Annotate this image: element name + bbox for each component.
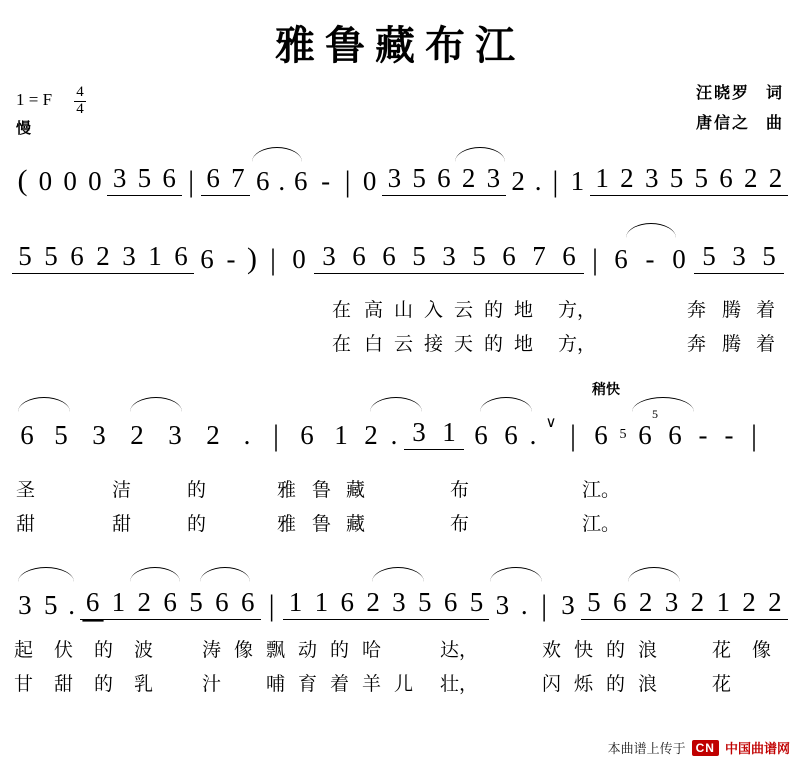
system-2-lyrics-line-2 [12, 329, 788, 355]
note-token: 5 [464, 241, 494, 274]
credit-composer [696, 109, 782, 139]
lyric-syllable: 闪 [542, 674, 562, 695]
key-signature-label: 1 = F [16, 90, 53, 110]
note-token: 2 [763, 163, 788, 196]
augmentation-dot: . [390, 420, 398, 450]
note-token: 3 [116, 241, 142, 274]
augmentation-dot: . [243, 420, 251, 450]
lyric-syllable: 的 [94, 640, 114, 661]
score-metadata [0, 79, 800, 151]
note-token: 2 [131, 587, 157, 620]
lyric-syllable: 欢 [542, 640, 562, 661]
lyric-syllable: 高 [364, 300, 384, 321]
note-token: 6 [64, 241, 90, 274]
lyric-syllable: 浪 [638, 674, 658, 695]
lyric-syllable: 入 [424, 300, 444, 321]
note-token: 6 [504, 420, 518, 450]
barline: | [269, 243, 276, 276]
augmentation-dot: . [529, 420, 537, 450]
note-token: 6 [300, 420, 314, 450]
lyric-syllable: 山 [394, 300, 414, 321]
note-token: 6 [474, 420, 488, 450]
lyric-syllable: 布 [450, 514, 470, 535]
lyric-syllable: 着 [756, 334, 776, 355]
note-token: 2 [684, 587, 710, 620]
note-token: 6 [255, 166, 270, 196]
lyric-syllable: 花 [712, 640, 732, 661]
system-4-lyrics-line-1 [12, 635, 788, 661]
slur-mark [370, 397, 422, 412]
lyric-syllable: 云 [394, 334, 414, 355]
system-4-lyrics-line-2 [12, 669, 788, 695]
barline: | [591, 243, 598, 276]
system-4-token-row [12, 587, 788, 620]
lyric-syllable: 烁 [574, 674, 594, 695]
slur-mark [130, 567, 180, 582]
note-token: 1 [590, 163, 615, 196]
note-token: 3 [386, 587, 412, 620]
lyric-syllable: 着 [330, 674, 350, 695]
lyricist-role: 词 [765, 85, 782, 102]
lyric-syllable: 波 [134, 640, 154, 661]
note-token: 0 [88, 166, 102, 196]
note-token: 2 [360, 587, 386, 620]
system-1-notes [12, 151, 788, 203]
time-signature [74, 85, 86, 118]
barline: | [268, 589, 275, 622]
composer-role: 曲 [765, 114, 782, 132]
slur-mark [130, 397, 182, 412]
footer-text: 本曲谱上传于 [607, 741, 686, 756]
lyric-syllable: 方， [558, 300, 597, 321]
slur-mark [632, 397, 694, 412]
system-4-notes [12, 567, 788, 622]
lyric-syllable: 江。 [582, 480, 621, 501]
augmentation-dot: . [520, 590, 528, 620]
note-token: 5 [38, 241, 64, 274]
note-token: 3 [495, 590, 510, 620]
note-token: 3 [18, 590, 32, 620]
note-token: 6 [494, 241, 524, 274]
barline: | [552, 165, 559, 198]
lyric-syllable: 哺 [266, 674, 286, 695]
note-token: 3 [434, 241, 464, 274]
lyric-syllable: 起 [14, 640, 34, 661]
note-token: 3 [314, 241, 344, 274]
note-token: 6 [714, 163, 739, 196]
page-title: 雅鲁藏布江 [275, 24, 525, 68]
lyric-syllable: 的 [606, 674, 626, 695]
lyric-syllable: 着 [756, 300, 776, 321]
note-token: 6 [201, 163, 226, 196]
note-token: 1 [334, 420, 348, 450]
lyric-syllable: 甜 [16, 514, 36, 535]
note-token: 3 [659, 587, 685, 620]
note-token: 2 [736, 587, 762, 620]
lyric-syllable: 羊 [362, 674, 382, 695]
breath-mark: ∨ [545, 415, 557, 431]
note-token: 2 [762, 587, 788, 620]
barline: | [541, 589, 548, 622]
note-token: 3 [107, 163, 132, 196]
note-token: 6 [294, 166, 308, 196]
lyric-syllable: 的 [606, 640, 626, 661]
lyric-syllable: 鲁 [312, 480, 332, 501]
lyric-syllable: 的 [330, 640, 350, 661]
note-token: 2 [633, 587, 659, 620]
note-token: 6 [235, 587, 261, 620]
repeat-paren-close: ) [247, 242, 257, 275]
barline: | [272, 419, 279, 452]
music-system-4 [12, 567, 788, 697]
lyric-syllable: 白 [364, 334, 384, 355]
augmentation-dot: . [534, 166, 542, 196]
lyric-syllable: 洁 [112, 480, 132, 501]
system-2-lyrics-line-1 [12, 295, 788, 321]
note-token: 6 [594, 420, 608, 450]
lyric-syllable: 哈 [362, 640, 382, 661]
lyric-syllable: 在 [332, 334, 352, 355]
music-system-3 [12, 381, 788, 545]
system-3-notes [12, 395, 788, 452]
note-token: 1 [710, 587, 736, 620]
lyric-syllable: 接 [424, 334, 444, 355]
slur-mark [18, 567, 74, 582]
note-token: 6 [200, 244, 214, 274]
note-token: 6 [157, 163, 182, 196]
hold-dash: - [321, 166, 331, 196]
note-token: 3 [561, 590, 575, 620]
lyric-syllable: 花 [712, 674, 732, 695]
tempo-inline-marking: 稍快 [592, 381, 620, 397]
lyric-syllable: 浪 [638, 640, 658, 661]
note-token: 5 [412, 587, 438, 620]
lyric-syllable: 的 [187, 480, 207, 501]
note-token: 0 [292, 244, 306, 274]
lyric-syllable: 达， [440, 640, 479, 661]
lyric-syllable: 的 [484, 300, 504, 321]
tempo-marking: 慢 [16, 120, 32, 137]
note-token: 2 [206, 420, 220, 450]
lyric-syllable: 云 [454, 300, 474, 321]
hold-dash: - [645, 244, 655, 274]
lyric-syllable: 的 [484, 334, 504, 355]
note-token: 5 [132, 163, 157, 196]
system-1-token-row [12, 163, 788, 196]
lyric-syllable: 雅 [277, 480, 297, 501]
lyric-syllable: 鲁 [312, 514, 332, 535]
site-logo-icon: CN [692, 740, 719, 756]
lyric-syllable: 育 [298, 674, 318, 695]
lyric-syllable: 伏 [54, 640, 74, 661]
credit-lyricist [696, 79, 782, 109]
note-token: 2 [615, 163, 640, 196]
note-token: 6 [209, 587, 235, 620]
note-token: 1 [308, 587, 334, 620]
note-token: 0 [38, 166, 53, 196]
system-3-lyrics-line-2 [12, 509, 788, 535]
note-token: 6 [157, 587, 183, 620]
note-token: 3 [168, 420, 182, 450]
note-token: 5 [694, 241, 724, 274]
note-token: 0 [672, 244, 686, 274]
system-3-lyrics-line-1 [12, 475, 788, 501]
lyric-syllable: 方， [558, 334, 597, 355]
lyric-syllable: 奔 [687, 334, 707, 355]
note-token: 6 [668, 420, 682, 450]
note-token: 1 [283, 587, 309, 620]
triplet-mark: 5 [652, 407, 658, 421]
time-signature-numerator: 4 [76, 84, 84, 100]
barline: | [569, 419, 576, 452]
note-token: 6 [554, 241, 584, 274]
lyric-syllable: 儿 [394, 674, 414, 695]
note-token: 5 [754, 241, 784, 274]
lyricist-name: 汪晓罗 [695, 85, 750, 102]
music-system-2 [12, 229, 788, 369]
note-token: ( [17, 164, 28, 197]
note-token: 5 [54, 420, 68, 450]
note-token: 2 [364, 420, 378, 450]
note-token: 6 [334, 587, 360, 620]
augmentation-dot: . [68, 590, 76, 620]
note-token: 3 [382, 163, 407, 196]
note-token: 7 [226, 163, 251, 196]
lyric-syllable: 天 [454, 334, 474, 355]
note-token: 0 [63, 166, 77, 196]
note-token: 5 [619, 427, 627, 442]
note-token: 5 [664, 163, 689, 196]
note-token: 6 [374, 241, 404, 274]
system-3-token-row [12, 417, 788, 450]
note-token: 5 [581, 587, 607, 620]
time-signature-denominator: 4 [76, 100, 84, 117]
note-token: 2 [90, 241, 116, 274]
note-token: 5 [404, 241, 434, 274]
note-token: 1 [142, 241, 168, 274]
lyric-syllable: 动 [298, 640, 318, 661]
system-2-token-row [12, 241, 788, 274]
lyric-syllable: 藏 [346, 480, 366, 501]
note-token: 5 [407, 163, 432, 196]
hold-dash: - [698, 420, 708, 450]
note-token: 6 [607, 587, 633, 620]
slur-mark [628, 567, 680, 582]
hold-dash: - [226, 244, 236, 274]
lyric-syllable: 藏 [346, 514, 366, 535]
note-token: 6 [614, 244, 628, 274]
lyric-syllable: 布 [450, 480, 470, 501]
note-token: 2 [738, 163, 763, 196]
lyric-syllable: 像 [234, 640, 254, 661]
system-2-notes [12, 229, 788, 281]
footer-watermark [608, 738, 790, 757]
lyric-syllable: 腾 [722, 300, 742, 321]
slur-mark [490, 567, 542, 582]
note-token: 6 [438, 587, 464, 620]
lyric-syllable: 雅 [277, 514, 297, 535]
lyric-syllable: 的 [94, 674, 114, 695]
note-token: 3 [639, 163, 664, 196]
note-token: 6 [20, 420, 34, 450]
lyric-syllable: 地 [514, 300, 534, 321]
lyric-syllable: 汁 [202, 674, 222, 695]
lyric-syllable: 地 [514, 334, 534, 355]
note-token: 5 [464, 587, 490, 620]
note-token: 2 [456, 163, 481, 196]
music-system-1 [12, 151, 788, 229]
note-token: 1 [106, 587, 132, 620]
note-token: 6 [638, 420, 652, 450]
note-token: 0 [362, 166, 377, 196]
note-token: 3 [481, 163, 506, 196]
lyric-syllable: 甘 [14, 674, 34, 695]
note-token: 5 [12, 241, 38, 274]
composer-name: 唐信之 [695, 114, 750, 132]
note-token: 7 [524, 241, 554, 274]
note-token: 1 [434, 417, 464, 450]
lyric-syllable: 甜 [112, 514, 132, 535]
augmentation-dot: . [278, 166, 286, 196]
site-name[interactable]: 中国曲谱网 [724, 741, 790, 756]
note-token: 1 [570, 166, 585, 196]
note-token: 5 [44, 590, 58, 620]
slur-mark [480, 397, 532, 412]
slur-mark [18, 397, 70, 412]
note-token: 3 [724, 241, 754, 274]
slur-mark [200, 567, 250, 582]
slur-mark [372, 567, 424, 582]
note-token: 6 [344, 241, 374, 274]
note-token: 5 [183, 587, 209, 620]
barline: | [750, 419, 757, 452]
lyric-syllable: 壮， [440, 674, 479, 695]
lyric-syllable: 在 [332, 300, 352, 321]
hold-dash: - [724, 420, 734, 450]
lyric-syllable: 飘 [266, 640, 286, 661]
lyric-syllable: 快 [574, 640, 594, 661]
lyric-syllable: 腾 [722, 334, 742, 355]
credits [696, 79, 782, 138]
barline: | [344, 165, 351, 198]
lyric-syllable: 甜 [54, 674, 74, 695]
note-token: 3 [92, 420, 106, 450]
lyric-syllable: 乳 [134, 674, 154, 695]
barline: | [188, 165, 195, 198]
lyric-syllable: 奔 [687, 300, 707, 321]
lyric-syllable: 圣 [16, 480, 36, 501]
note-token: 6 [168, 241, 194, 274]
note-token: 6 [80, 587, 106, 620]
note-token: 2 [511, 166, 525, 196]
note-token: 5 [689, 163, 714, 196]
key-signature [16, 85, 86, 118]
note-token: 6 [431, 163, 456, 196]
lyric-syllable: 江。 [582, 514, 621, 535]
note-token: 3 [404, 417, 434, 450]
lyric-syllable: 涛 [202, 640, 222, 661]
lyric-syllable: 像 [752, 640, 772, 661]
note-token: 2 [130, 420, 144, 450]
lyric-syllable: 的 [187, 514, 207, 535]
